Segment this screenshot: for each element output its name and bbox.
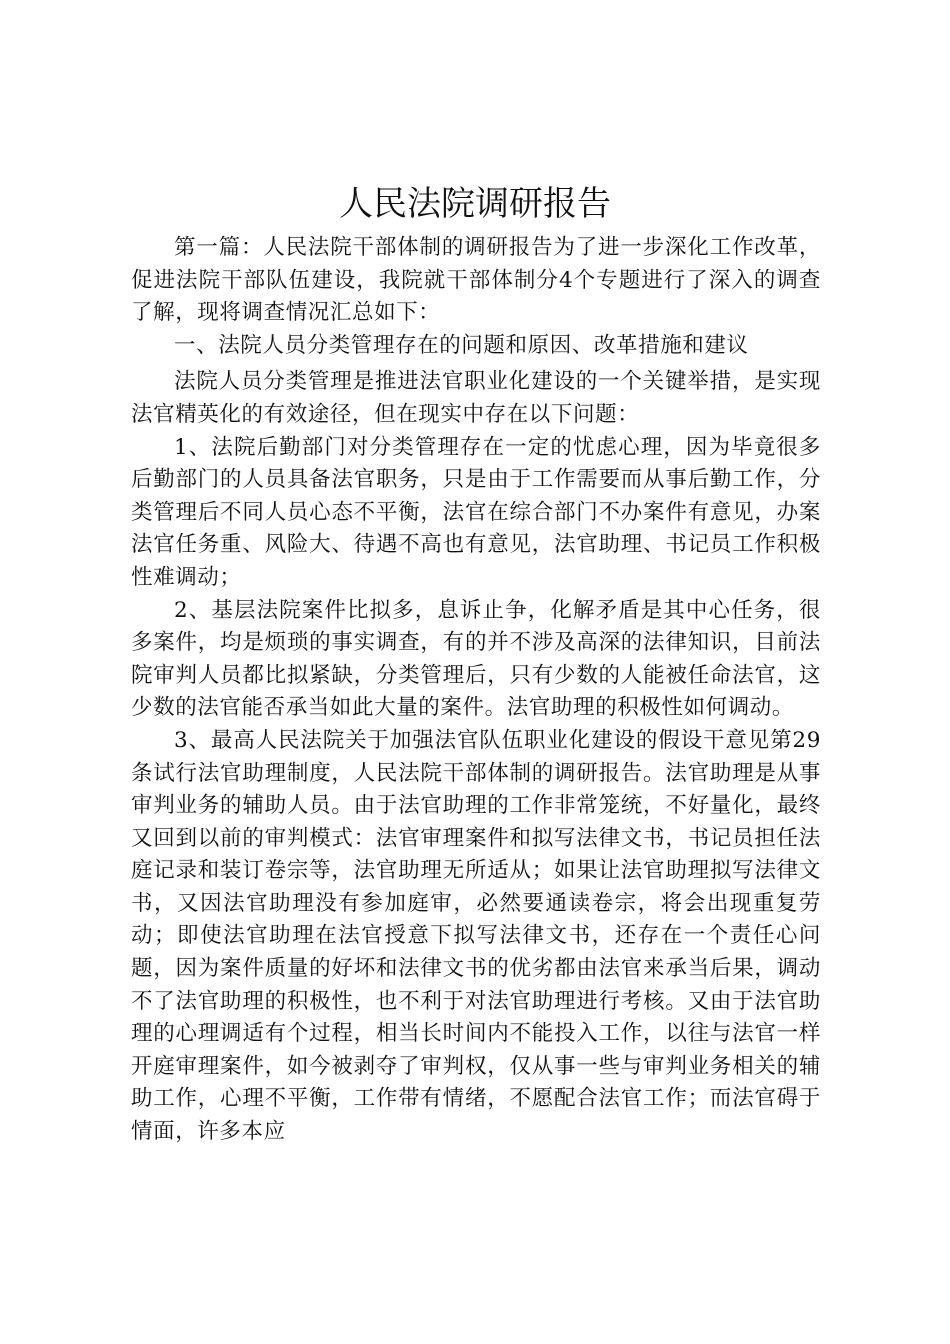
paragraph-issue-3: 3、最高人民法院关于加强法官队伍职业化建设的假设干意见第29条试行法官助理制度，人民法院干部体制的调研报告。法官助理是从事审判业务的辅助人员。由于法官助理的工作非常笼统，不好量化，最终又回到以前的审判模式：法官审理案件和拟写法律文书，书记员担任法庭记录和装订卷宗等，法官助理无所适从；如果让法官助理拟写法律文书，又因法官助理没有参加庭审，必然要通读卷宗，将会出现重复劳动；即使法官助理在法官授意下拟写法律文书，还存在一个责任心问题，因为案件质量的好坏和法律文书的优劣都由法官来承当后果，调动不了法官助理的积极性，也不利于对法官助理进行考核。又由于法官助理的心理调适有个过程，相当长时间内不能投入工作，以往与法官一样开庭审理案件，如今被剥夺了审判权，仅从事一些与审判业务相关的辅助工作，心理不平衡，工作带有情绪，不愿配合法官工作；而法官碍于情面，许多本应 xyxy=(131,727,821,1145)
document-body xyxy=(131,232,821,1149)
paragraph-classification: 法院人员分类管理是推进法官职业化建设的一个关键举措，是实现法官精英化的有效途径，但在现实中存在以下问题： xyxy=(131,369,821,427)
paragraph-intro: 第一篇：人民法院干部体制的调研报告为了进一步深化工作改革，促进法院干部队伍建设，我院就干部体制分4个专题进行了深入的调查了解，现将调查情况汇总如下： xyxy=(131,235,821,326)
document-title: 人民法院调研报告 xyxy=(339,184,611,224)
section-heading-1: 一、法院人员分类管理存在的问题和原因、改革措施和建议 xyxy=(174,332,749,358)
paragraph-issue-2: 2、基层法院案件比拟多，息诉止争，化解矛盾是其中心任务，很多案件，均是烦琐的事实调查，有的并不涉及高深的法律知识，目前法院审判人员都比拟紧缺，分类管理后，只有少数的人能被任命法官，这少数的法官能否承当如此大量的案件。法官助理的积极性如何调动。 xyxy=(131,597,821,721)
paragraph-issue-1: 1、法院后勤部门对分类管理存在一定的忧虑心理，因为毕竟很多后勤部门的人员具备法官职务，只是由于工作需要而从事后勤工作，分类管理后不同人员心态不平衡，法官在综合部门不办案件有意见，办案法官任务重、风险大、待遇不高也有意见，法官助理、书记员工作积极性难调动； xyxy=(131,434,821,590)
